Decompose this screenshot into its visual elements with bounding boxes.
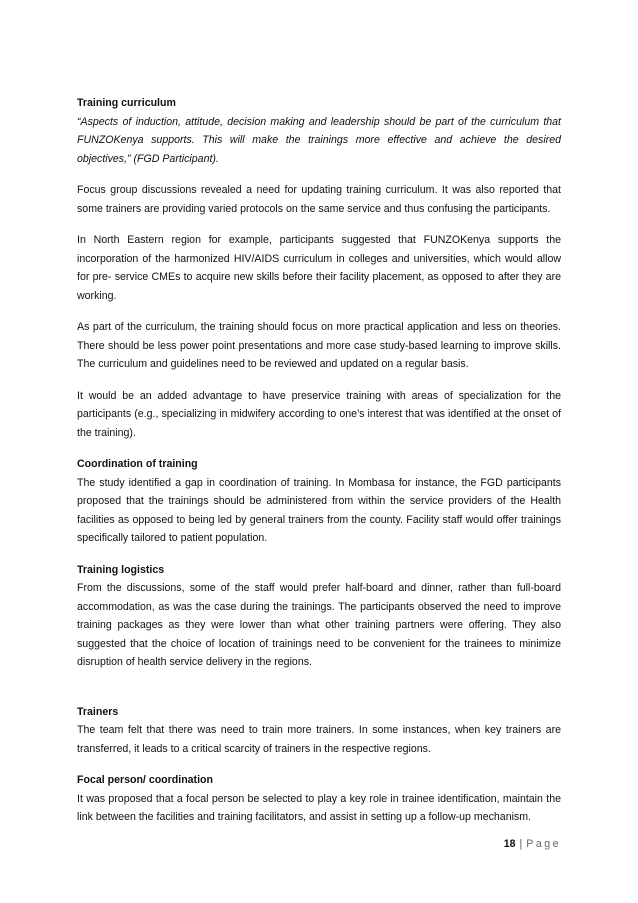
paragraph-logistics: From the discussions, some of the staff would prefer half-board and dinner, rather than full-board accommodation, as was the case during the trainings. The participants observed the need to improve training packages as they were lower than what other training partners were offering. They also suggested that the choice of location of trainings need to be convenient for the trainees to minimize disruption of health service delivery in the regions. bbox=[77, 582, 561, 668]
participant-quote: “Aspects of induction, attitude, decision making and leadership should be part of the curriculum that FUNZOKenya supports. This will make the trainings more effective and achieve the desired objectives,” (FGD Participant). bbox=[77, 115, 561, 165]
page-number: 18 bbox=[503, 838, 516, 850]
paragraph-coordination: The study identified a gap in coordination of training. In Mombasa for instance, the FGD participants proposed that the trainings should be administered from within the service providers of the Health facilities as opposed to being led by general trainers from the county. Facility staff would offer trainings specifically tailored to patient population. bbox=[77, 476, 561, 544]
paragraph-curriculum-2: In North Eastern region for example, participants suggested that FUNZOKenya supports the incorporation of the harmonized HIV/AIDS curriculum in colleges and universities, which would allow for pre- service CMEs to acquire new skills before their facility placement, as opposed to after they are working. bbox=[77, 234, 561, 302]
paragraph-trainers: The team felt that there was need to train more trainers. In some instances, when key trainers are transferred, it leads to a critical scarcity of trainers in the respective regions. bbox=[77, 724, 561, 755]
paragraph-curriculum-1: Focus group discussions revealed a need for updating training curriculum. It was also reported that some trainers are providing varied protocols on the same service and thus confusing the participants. bbox=[77, 184, 561, 215]
heading-coordination-of-training: Coordination of training bbox=[77, 458, 198, 470]
page-label: Page bbox=[526, 838, 561, 850]
paragraph-curriculum-3: As part of the curriculum, the training should focus on more practical application and less on theories. There should be less power point presentations and more case study-based learning to improve skills. The curriculum and guidelines need to be reviewed and updated on a regular basis. bbox=[77, 321, 561, 370]
page-body bbox=[77, 94, 561, 827]
paragraph-curriculum-4: It would be an added advantage to have preservice training with areas of specialization for the participants (e.g., specializing in midwifery according to one’s interest that was identified at the onset of the training). bbox=[77, 389, 561, 439]
heading-training-curriculum: Training curriculum bbox=[77, 97, 176, 109]
heading-training-logistics: Training logistics bbox=[77, 563, 165, 576]
page-footer bbox=[504, 836, 561, 852]
heading-trainers: Trainers bbox=[77, 705, 119, 718]
footer-separator: | bbox=[519, 838, 523, 850]
paragraph-focal-person: It was proposed that a focal person be selected to play a key role in trainee identification, maintain the link between the facilities and training facilitators, and assist in setting up a follow-up mechanism. bbox=[77, 792, 561, 823]
heading-focal-person: Focal person/ coordination bbox=[77, 774, 213, 786]
